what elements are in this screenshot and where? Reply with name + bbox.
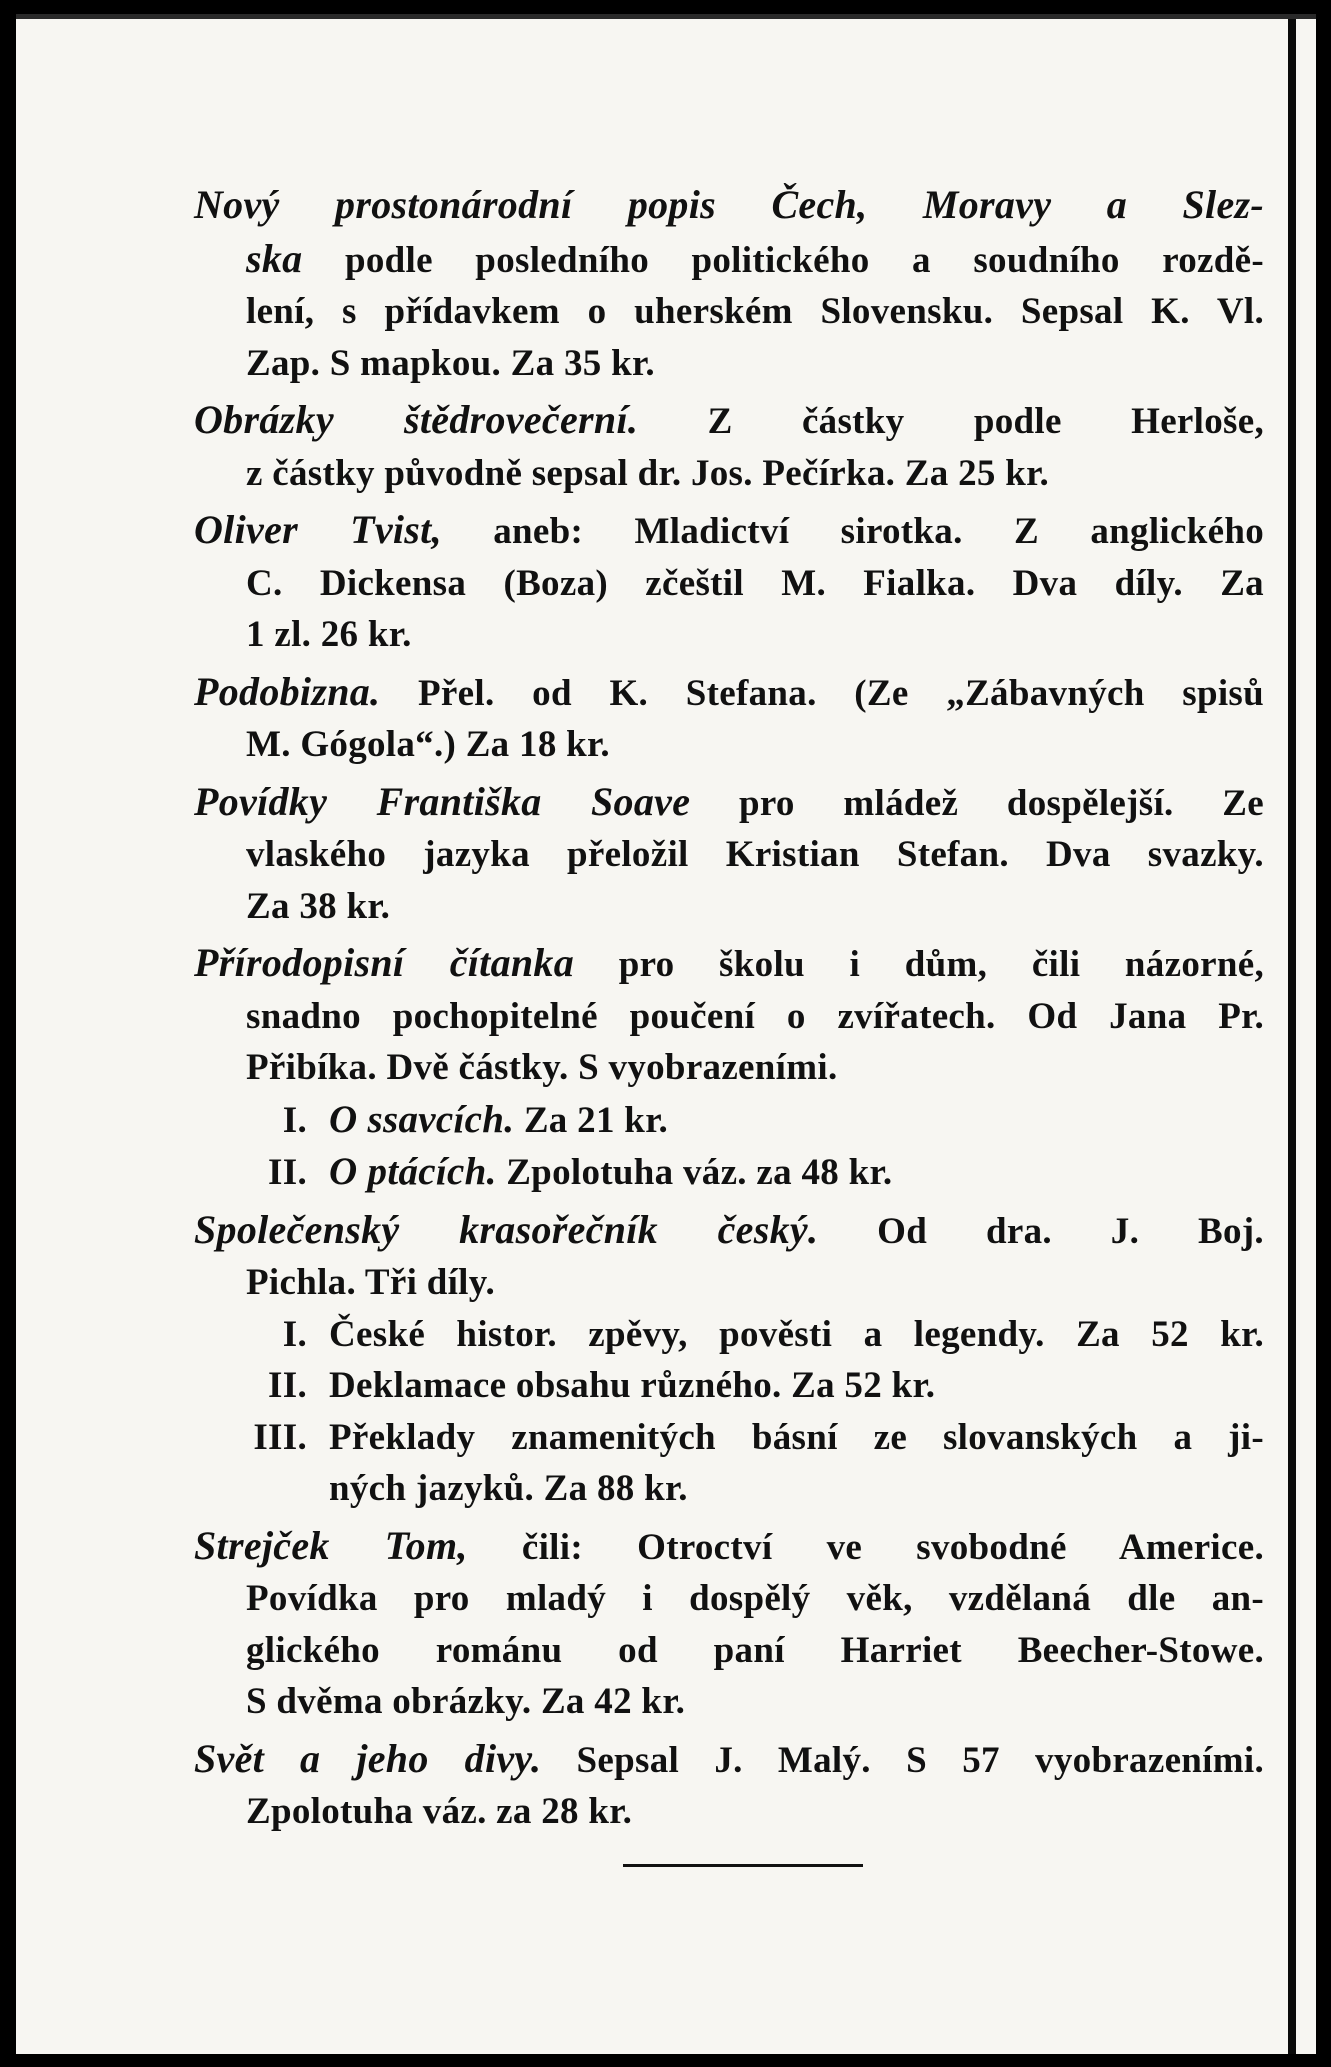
- entry-line: M. Gógola“.) Za 18 kr.: [246, 724, 610, 765]
- entry-part: [194, 1360, 1264, 1412]
- entry-line: Za 38 kr.: [246, 885, 391, 927]
- entry-line: [194, 233, 1264, 287]
- entry-line: vlaského jazyka přeložil Kristian Stefan. Dva svazky.: [246, 834, 1264, 875]
- entry-line: z částky původně sepsal dr. Jos. Pečírka. Za 25 kr.: [246, 452, 1050, 494]
- catalog-entry: [194, 1733, 1264, 1838]
- entry-title: Přírodopisní čítanka: [194, 940, 575, 985]
- entry-title: Strejček Tom,: [194, 1522, 468, 1568]
- entry-title: Podobizna.: [194, 668, 381, 714]
- entry-first-line: [194, 1204, 1264, 1258]
- closing-rule: [623, 1864, 863, 1867]
- entry-line: S dvěma obrázky. Za 42 kr.: [246, 1681, 686, 1722]
- catalog-entry: [194, 179, 1264, 389]
- part-text: [329, 1146, 1264, 1199]
- catalog-entry: [194, 937, 1264, 1199]
- entry-line: Zap. S mapkou. Za 35 kr.: [246, 342, 655, 384]
- book-catalog-list: [194, 179, 1264, 1843]
- entry-line: Zpolotuha váz. za 28 kr.: [246, 1791, 633, 1832]
- part-number: I.: [282, 1099, 307, 1141]
- entry-first-line: [194, 179, 1264, 233]
- entry-text: Od dra. J. Boj.: [818, 1210, 1264, 1252]
- catalog-entry: [194, 1204, 1264, 1515]
- entry-title-continuation: ska: [246, 235, 303, 281]
- entry-title: Povídky Františka Soave: [194, 778, 691, 824]
- entry-first-line: [194, 1733, 1264, 1787]
- entry-title: Společenský krasořečník český.: [194, 1206, 819, 1252]
- entry-title: Svět a jeho divy.: [194, 1735, 542, 1781]
- entry-line: lení, s přídavkem o uherském Slovensku. Sepsal K. Vl.: [246, 291, 1264, 332]
- entry-part: [194, 1412, 1264, 1464]
- entry-first-line: [194, 394, 1264, 448]
- page-edge-shadow: [1288, 19, 1296, 2054]
- entry-line: Přibíka. Dvě částky. S vyobrazeními.: [246, 1047, 838, 1088]
- entry-first-line: [194, 937, 1264, 991]
- entry-line: C. Dickensa (Boza) zčeštil M. Fialka. Dva díly. Za: [246, 562, 1264, 604]
- entry-first-line: [194, 1520, 1264, 1574]
- entry-text: pro školu i dům, čili názorné,: [574, 944, 1265, 985]
- entry-part: [194, 1146, 1264, 1199]
- entry-first-line: [194, 776, 1264, 830]
- part-rest: Za 21 kr.: [514, 1099, 669, 1141]
- entry-text: podle posledního politického a soudního rozdě-: [302, 239, 1264, 281]
- entry-line: Povídka pro mladý i dospělý věk, vzdělaná dle an-: [246, 1578, 1264, 1619]
- entry-first-line: [194, 666, 1264, 720]
- entry-first-line: [194, 504, 1264, 558]
- part-text: České histor. zpěvy, pověsti a legendy. Za 52 kr.: [329, 1313, 1264, 1355]
- entry-text: aneb: Mladictví sirotka. Z anglického: [441, 511, 1264, 552]
- entry-text: pro mládež dospělejší. Ze: [690, 782, 1264, 824]
- entry-line: snadno pochopitelné poučení o zvířatech. Od Jana Pr.: [246, 995, 1264, 1037]
- catalog-page: [16, 14, 1316, 2054]
- part-text: Deklamace obsahu různého. Za 52 kr.: [329, 1365, 936, 1406]
- entry-part: [194, 1309, 1264, 1361]
- part-number: I.: [282, 1313, 307, 1355]
- entry-text: Z částky podle Herloše,: [638, 401, 1264, 442]
- catalog-entry: [194, 776, 1264, 933]
- part-text: Překlady znamenitých básní ze slovanských a ji-: [329, 1416, 1264, 1458]
- part-title: O ssavcích.: [329, 1097, 515, 1141]
- catalog-entry: [194, 394, 1264, 499]
- entry-line: glického románu od paní Harriet Beecher-Stowe.: [246, 1629, 1264, 1671]
- entry-line: 1 zl. 26 kr.: [246, 614, 412, 655]
- catalog-entry: [194, 504, 1264, 661]
- part-number: II.: [268, 1152, 307, 1193]
- entry-title: Nový prostonárodní popis Čech, Moravy a Slez-: [194, 182, 1264, 227]
- entry-part-continuation: [194, 1463, 1264, 1515]
- entry-text: čili: Otroctví ve svobodné Americe.: [467, 1526, 1264, 1568]
- part-text: ných jazyků. Za 88 kr.: [329, 1468, 688, 1509]
- part-title: O ptácích.: [329, 1150, 497, 1193]
- part-number: II.: [268, 1365, 307, 1406]
- entry-part: [194, 1094, 1264, 1147]
- entry-text: Přel. od K. Stefana. (Ze „Zábavných spisů: [380, 672, 1264, 714]
- part-text: [329, 1094, 1264, 1147]
- catalog-entry: [194, 1520, 1264, 1728]
- catalog-entry: [194, 666, 1264, 771]
- part-number: III.: [253, 1416, 307, 1458]
- entry-text: Sepsal J. Malý. S 57 vyobrazeními.: [541, 1739, 1264, 1781]
- entry-title: Obrázky štědrovečerní.: [194, 397, 639, 442]
- entry-title: Oliver Tvist,: [194, 507, 442, 552]
- entry-line: Pichla. Tři díly.: [246, 1262, 496, 1303]
- part-rest: Zpolotuha váz. za 48 kr.: [496, 1152, 893, 1193]
